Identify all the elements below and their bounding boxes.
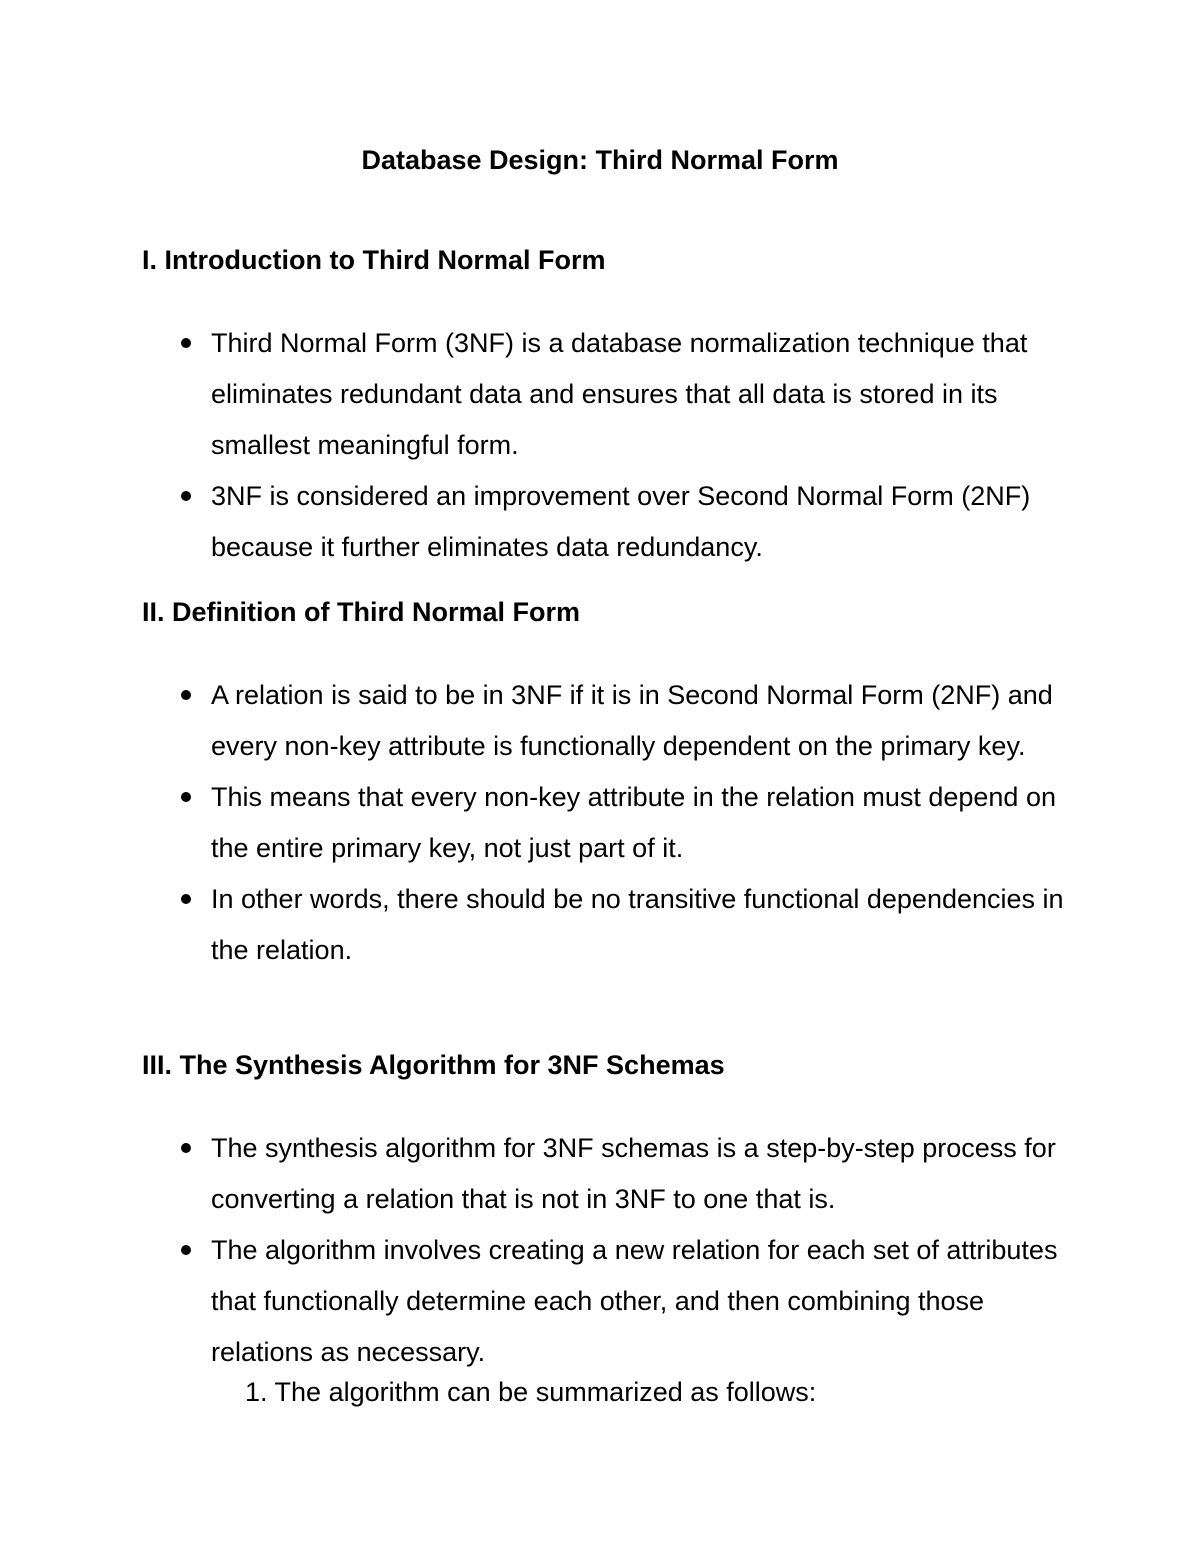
section-synthesis-algorithm <box>142 1047 1082 1378</box>
bullet-icon <box>181 690 191 700</box>
section-definition <box>142 594 1082 976</box>
bullet-icon <box>181 1143 191 1153</box>
bullet-icon <box>181 491 191 501</box>
list-item-text: A relation is said to be in 3NF if it is in Second Normal Form (2NF) and every non-key attribute is functionally dependent on the primary key. <box>211 680 1053 761</box>
bullet-icon <box>181 1245 191 1255</box>
list-item-text: In other words, there should be no transitive functional dependencies in the relation. <box>211 884 1064 965</box>
list-item-text: 3NF is considered an improvement over Second Normal Form (2NF) because it further eliminates data redundancy. <box>211 481 1031 562</box>
list-number: 1. <box>245 1377 268 1407</box>
numbered-list-item <box>245 1372 816 1412</box>
list-item <box>142 1123 1082 1225</box>
list-item-text: The algorithm can be summarized as follows: <box>274 1377 817 1407</box>
list-item-text: Third Normal Form (3NF) is a database normalization technique that eliminates redundant data and ensures that all data is stored in its smallest meaningful form. <box>211 328 1028 460</box>
list-item <box>142 318 1082 471</box>
bullet-list <box>142 1123 1082 1378</box>
bullet-icon <box>181 792 191 802</box>
list-item <box>142 1225 1082 1378</box>
list-item <box>142 471 1082 573</box>
section-introduction <box>142 242 1082 573</box>
section-heading: II. Definition of Third Normal Form <box>142 597 580 627</box>
list-item-text: The algorithm involves creating a new relation for each set of attributes that functionally determine each other, and then combining those relations as necessary. <box>211 1235 1058 1367</box>
list-item <box>142 874 1082 976</box>
bullet-icon <box>181 894 191 904</box>
section-heading: I. Introduction to Third Normal Form <box>142 245 606 275</box>
bullet-list <box>142 670 1082 976</box>
list-item-text: The synthesis algorithm for 3NF schemas is a step-by-step process for converting a relation that is not in 3NF to one that is. <box>211 1133 1056 1214</box>
bullet-icon <box>181 338 191 348</box>
document-title: Database Design: Third Normal Form <box>361 145 839 175</box>
list-item <box>142 670 1082 772</box>
section-heading: III. The Synthesis Algorithm for 3NF Schemas <box>142 1050 725 1080</box>
list-item <box>142 772 1082 874</box>
bullet-list <box>142 318 1082 573</box>
list-item-text: This means that every non-key attribute in the relation must depend on the entire primary key, not just part of it. <box>211 782 1056 863</box>
